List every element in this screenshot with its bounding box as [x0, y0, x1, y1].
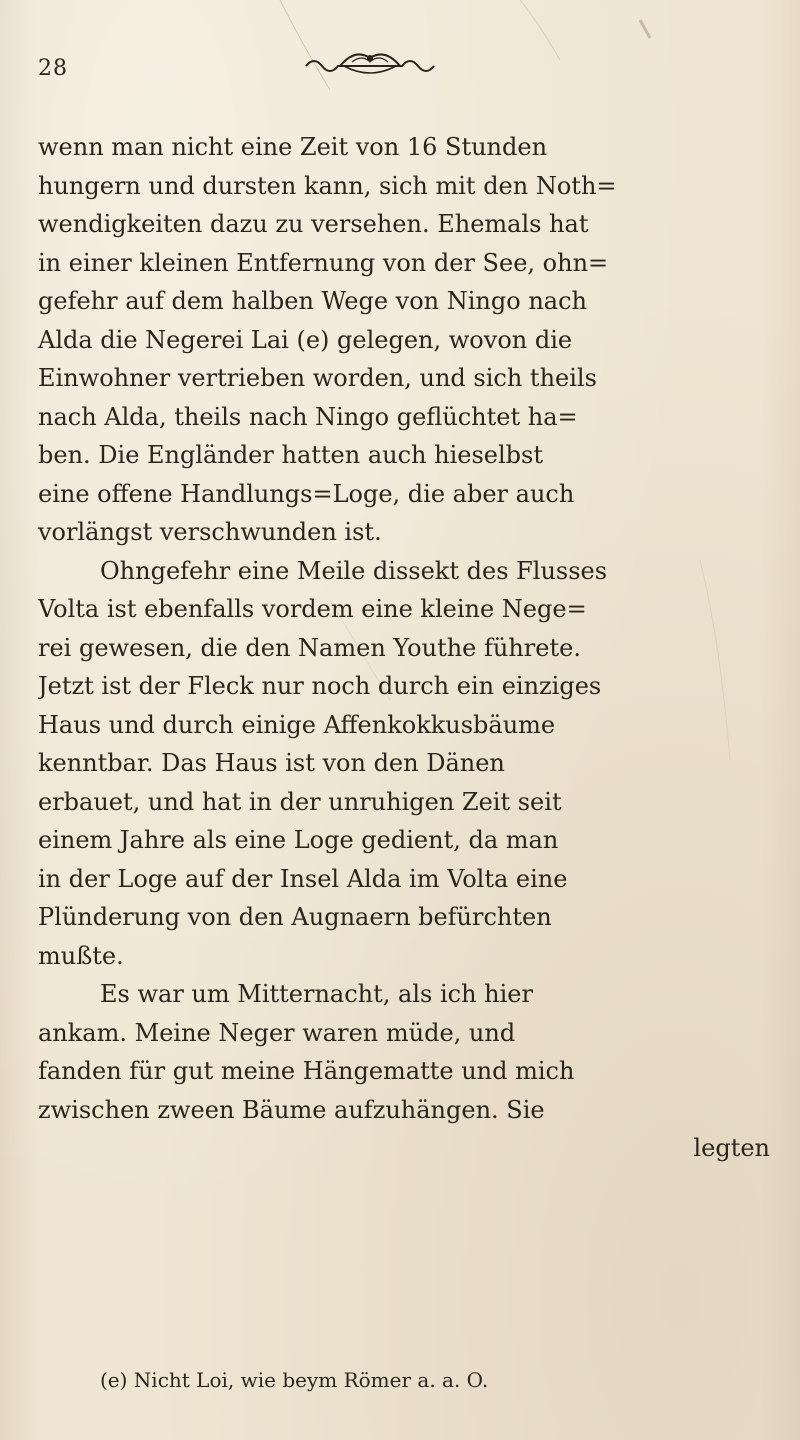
body-text — [38, 128, 778, 1168]
header-ornament — [300, 44, 440, 84]
paragraph-start: Ohngefehr eine Meile dissekt des Flusses — [100, 556, 608, 585]
text-line: hungern und dursten kann, sich mit den Noth= — [38, 171, 617, 200]
text-line: in einer kleinen Entfernung von der See, ohn= — [38, 248, 609, 277]
text-line: ankam. Meine Neger waren müde, und — [38, 1018, 516, 1047]
text-line: Einwohner vertrieben worden, und sich theils — [38, 364, 597, 392]
text-line: Alda die Negerei Lai (e) gelegen, wovon die — [38, 325, 573, 354]
text-line: erbauet, und hat in der unruhigen Zeit seit — [38, 787, 562, 816]
text-line: mußte. — [38, 941, 124, 970]
text-line: zwischen zween Bäume aufzuhängen. Sie — [38, 1095, 545, 1124]
text-line: fanden für gut meine Hängematte und mich — [38, 1057, 575, 1085]
text-line: Haus und durch einige Affenkokkusbäume — [38, 710, 556, 739]
catchword: legten — [693, 1134, 770, 1162]
paragraph-start: Es war um Mitternacht, als ich hier — [100, 980, 533, 1008]
text-line: Plünderung von den Augnaern befürchten — [38, 903, 552, 931]
text-line: kenntbar. Das Haus ist von den Dänen — [38, 749, 505, 777]
text-line: nach Alda, theils nach Ningo geflüchtet ha= — [38, 402, 578, 431]
text-line: einem Jahre als eine Loge gedient, da man — [38, 826, 559, 854]
footnote: (e) Nicht Loi, wie beym Römer a. a. O. — [100, 1368, 489, 1392]
text-line: Volta ist ebenfalls vordem eine kleine Nege= — [38, 595, 587, 623]
text-line: eine offene Handlungs=Loge, die aber auch — [38, 479, 575, 508]
text-line: wenn man nicht eine Zeit von 16 Stunden — [38, 133, 548, 161]
text-line: rei gewesen, die den Namen Youthe führete. — [38, 633, 581, 662]
text-line: Jetzt ist der Fleck nur noch durch ein einziges — [38, 672, 602, 700]
text-line: ben. Die Engländer hatten auch hieselbst — [38, 441, 543, 469]
text-line: wendigkeiten dazu zu versehen. Ehemals hat — [38, 210, 589, 238]
text-line: vorlängst verschwunden ist. — [38, 518, 382, 546]
text-line: in der Loge auf der Insel Alda im Volta eine — [38, 864, 568, 893]
text-line: gefehr auf dem halben Wege von Ningo nach — [38, 287, 587, 315]
page-number: 28 — [38, 56, 68, 81]
